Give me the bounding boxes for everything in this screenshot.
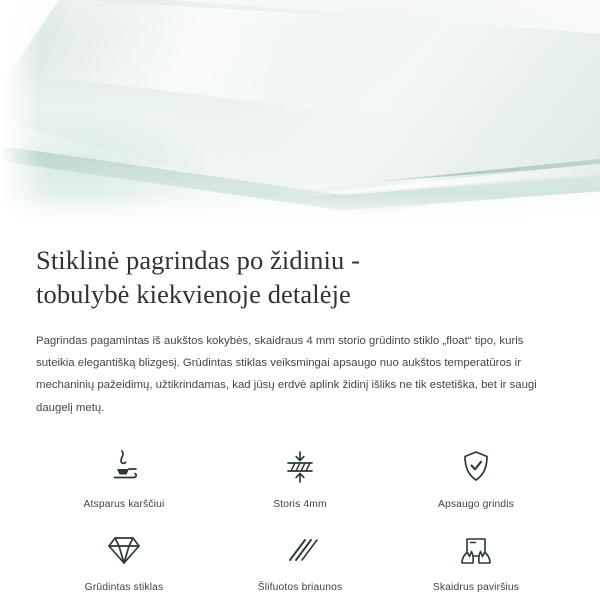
- page-title-line-1: Stiklinė pagrindas po židiniu -: [36, 245, 360, 275]
- feature-item-tempered-glass: [36, 528, 212, 593]
- heat-resistant-icon: [102, 445, 146, 489]
- hero-bottom-fade: [0, 194, 600, 228]
- shield-check-icon: [454, 445, 498, 489]
- page-title: [36, 244, 564, 312]
- hero-image: [0, 0, 600, 228]
- diamond-icon: [102, 528, 146, 572]
- feature-label: Grūdintas stiklas: [84, 581, 164, 593]
- clean-surface-hands-icon: [453, 528, 499, 572]
- feature-item-heat-resistant: [36, 445, 212, 510]
- feature-item-thickness: [212, 445, 388, 510]
- feature-item-polished-edges: [212, 528, 388, 593]
- feature-label: Šlifuotos briaunos: [257, 581, 343, 593]
- feature-label: Atsparus karščiui: [83, 498, 165, 510]
- feature-label: Apsaugo grindis: [437, 498, 515, 510]
- feature-item-clear-surface: [388, 528, 564, 593]
- thickness-arrows-icon: [278, 445, 322, 489]
- content-area: [0, 244, 600, 593]
- feature-label: Storis 4mm: [273, 498, 327, 510]
- page-title-line-2: tobulybė kiekvienoje detalėje: [36, 278, 351, 309]
- description-paragraph: Pagrindas pagamintas iš aukštos kokybės, skaidraus 4 mm storio grūdinto stiklo „float“ tipo, kuris suteikia elegantišką blizgesį. Grūdintas stiklas veiksmingai apsaugo nuo aukštos temperatūros ir mechaninių pažeidimų, užtikrindamas, kad jūsų erdvė aplink židinį išliks ne tik estetiška, bet ir saugi daugelį metų.: [36, 334, 537, 414]
- feature-grid: [36, 445, 564, 593]
- feature-label: Skaidrus paviršius: [432, 581, 520, 593]
- feature-item-floor-protection: [388, 445, 564, 510]
- polished-edges-icon: [278, 528, 322, 572]
